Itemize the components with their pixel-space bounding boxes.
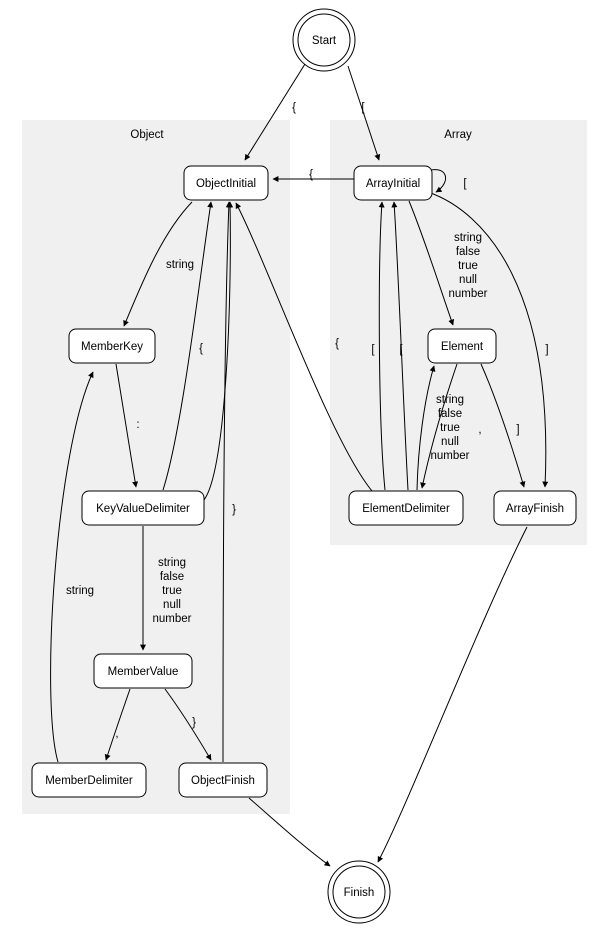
- array-finish-label: ArrayFinish: [505, 503, 565, 516]
- edge-label-membervalue-memberdelim: ,: [115, 728, 119, 740]
- edge-label-membervalue-objectfinish: }: [192, 717, 196, 729]
- edge-label-memberkey-kvd: :: [136, 419, 140, 431]
- node-member-key[interactable]: [69, 329, 155, 363]
- edge-label-array-self: [: [463, 178, 467, 190]
- edge-label-elementdelim-objectinitial: {: [335, 338, 339, 350]
- edge-label-start-object: {: [292, 102, 296, 114]
- node-array-finish[interactable]: [494, 491, 576, 525]
- edge-label-elementdelim-arrayinitial-2: [: [399, 344, 403, 356]
- node-member-delimiter[interactable]: [32, 763, 146, 797]
- cluster-object: [22, 120, 290, 814]
- edge-label-element-elementdelim: ,: [478, 424, 482, 436]
- svg-text:string: string: [157, 557, 187, 569]
- svg-text:true: true: [440, 422, 460, 434]
- node-element[interactable]: [428, 329, 496, 363]
- edge-label-memberdelim-memberkey: string: [65, 585, 95, 597]
- svg-text:null: null: [163, 599, 181, 611]
- node-object-finish[interactable]: [179, 763, 267, 797]
- member-key-label: MemberKey: [81, 341, 143, 354]
- edge-label-array-object: {: [309, 169, 313, 181]
- object-cluster-rect: [22, 120, 290, 814]
- svg-text:false: false: [159, 571, 185, 583]
- key-value-delimiter-label: KeyValueDelimiter: [96, 503, 190, 516]
- svg-text:number: number: [152, 613, 192, 625]
- svg-text:null: null: [459, 274, 477, 286]
- element-delimiter-label: ElementDelimiter: [362, 503, 450, 516]
- object-finish-label: ObjectFinish: [191, 775, 255, 788]
- start-label: Start: [311, 35, 337, 48]
- object-initial-label: ObjectInitial: [195, 178, 257, 191]
- svg-text:number: number: [448, 288, 488, 300]
- array-initial-label: ArrayInitial: [365, 178, 421, 191]
- svg-text:false: false: [455, 246, 481, 258]
- edge-label-elementdelim-arrayinitial-1: [: [371, 344, 375, 356]
- edge-label-kvd-objectfinish: }: [232, 504, 236, 516]
- node-finish[interactable]: [328, 861, 390, 923]
- member-value-label: MemberValue: [107, 666, 179, 679]
- svg-text:null: null: [441, 436, 459, 448]
- node-key-value-delimiter[interactable]: [82, 491, 204, 525]
- svg-text:string: string: [435, 394, 465, 406]
- svg-text:true: true: [162, 585, 182, 597]
- svg-text:true: true: [458, 260, 478, 272]
- object-cluster-label: Object: [130, 129, 164, 141]
- edge-label-object-memberkey: string: [165, 259, 195, 271]
- finish-label: Finish: [343, 887, 375, 900]
- svg-text:false: false: [437, 408, 463, 420]
- svg-text:number: number: [430, 450, 470, 462]
- node-start[interactable]: [293, 9, 355, 71]
- edge-label-element-arrayfinish: ]: [516, 424, 520, 436]
- array-cluster-label: Array: [444, 129, 472, 141]
- element-label: Element: [440, 341, 484, 354]
- node-member-value[interactable]: [94, 654, 192, 688]
- svg-text:string: string: [453, 232, 483, 244]
- edge-arrayfinish-finish: [378, 527, 527, 862]
- edge-label-kvd-objectinitial: {: [199, 343, 203, 355]
- member-delimiter-label: MemberDelimiter: [45, 775, 133, 788]
- node-object-initial[interactable]: [184, 166, 268, 200]
- node-element-delimiter[interactable]: [349, 491, 463, 525]
- edge-label-arrayfinish-bracket: ]: [545, 344, 549, 356]
- edge-label-start-array: [: [361, 102, 365, 114]
- node-array-initial[interactable]: [354, 166, 432, 200]
